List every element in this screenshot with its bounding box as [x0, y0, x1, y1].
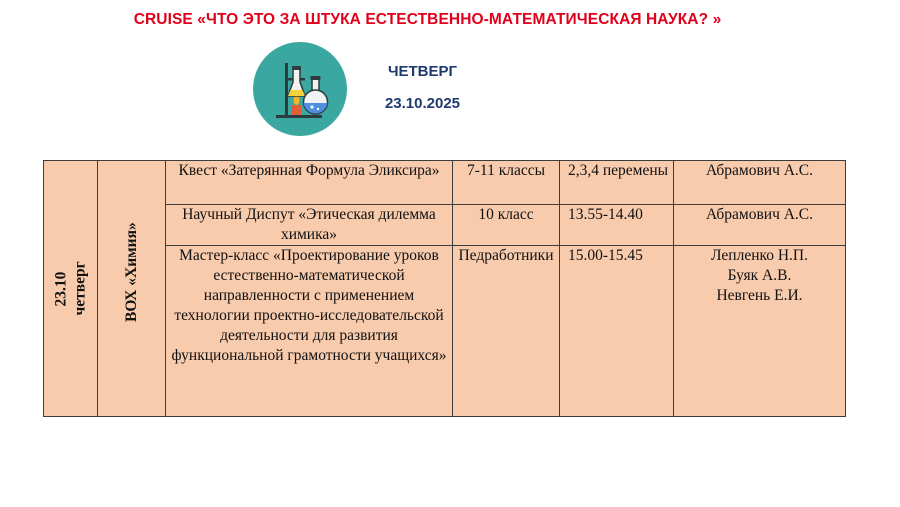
activity-cell: Квест «Затерянная Формула Эликсира»: [166, 161, 453, 205]
organizer-name: Буяк А.В.: [727, 267, 792, 284]
organizer-cell: [674, 161, 846, 205]
activity-cell: Мастер-класс «Проектирование уроков естественно-математической направленности с применением технологии проектно-исследовательской деятельности для развития функциональной грамотности учащихся»: [166, 246, 453, 417]
organizer-name: Невгень Е.И.: [716, 287, 803, 304]
date-cell-weekday: четверг: [71, 260, 89, 315]
subject-cell: [98, 161, 166, 417]
organizer-name: Лепленко Н.П.: [711, 247, 808, 264]
time-cell: 2,3,4 перемены: [560, 161, 674, 205]
activity-cell: Научный Диспут «Этическая дилемма химика»: [166, 205, 453, 246]
chemistry-flasks-icon: [252, 41, 348, 137]
event-date: 23.10.2025: [384, 95, 461, 112]
group-cell: 7-11 классы: [453, 161, 560, 205]
time-cell: 15.00-15.45: [560, 246, 674, 417]
subject-label: ВОХ «Химия»: [123, 222, 140, 322]
organizer-cell: [674, 205, 846, 246]
schedule-table: [43, 160, 846, 417]
page-title: CRUISE «ЧТО ЭТО ЗА ШТУКА ЕСТЕСТВЕННО-МАТЕМАТИЧЕСКАЯ НАУКА? »: [133, 11, 722, 28]
group-cell: 10 класс: [453, 205, 560, 246]
organizer-name: Абрамович А.С.: [705, 206, 814, 223]
time-cell: 13.55-14.40: [560, 205, 674, 246]
table-row: [44, 161, 846, 205]
organizer-cell: [674, 246, 846, 417]
date-cell-date: 23.10: [52, 271, 70, 306]
group-cell: Педработники: [453, 246, 560, 417]
date-cell: [44, 161, 98, 417]
organizer-name: Абрамович А.С.: [705, 162, 814, 179]
day-name: ЧЕТВЕРГ: [387, 63, 458, 80]
